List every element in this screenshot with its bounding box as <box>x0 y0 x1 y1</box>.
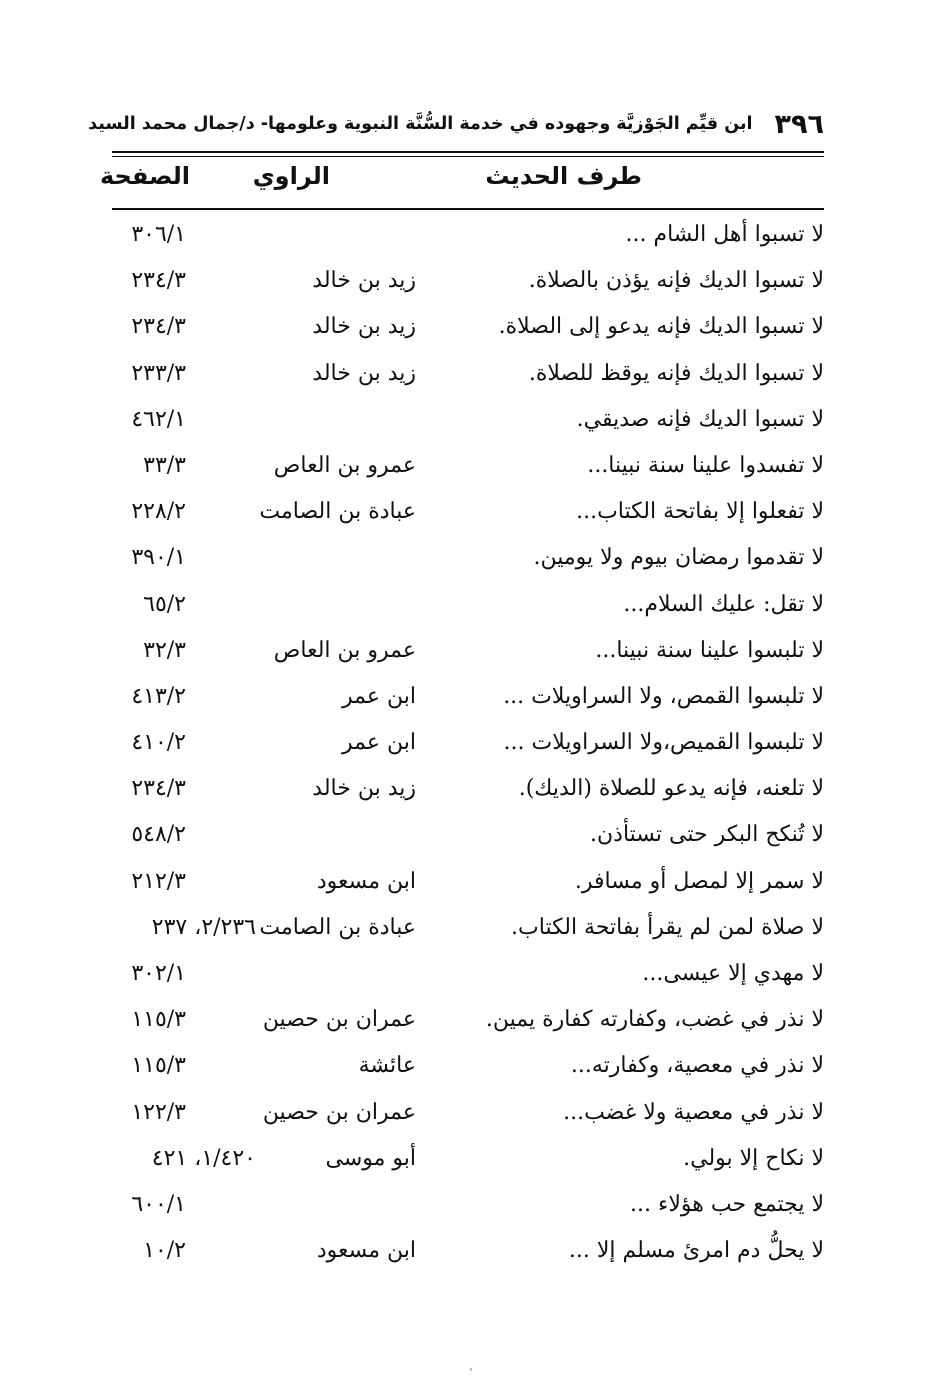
page-reference: ١٢٢/٣ <box>131 1099 186 1125</box>
page-reference: ٣٢/٣ <box>143 637 186 663</box>
narrator-name: ابن عمر <box>342 730 416 756</box>
column-header-hadith: طرف الحديث <box>485 162 642 190</box>
table-row <box>112 905 824 951</box>
column-header-page: الصفحة <box>99 162 190 190</box>
table-row <box>112 1228 824 1274</box>
page-reference: ٣٠٦/١ <box>131 222 186 247</box>
table-row <box>112 951 824 997</box>
hadith-text: لا تسبوا الديك فإنه يؤذن بالصلاة. <box>528 268 824 294</box>
narrator-name: ابن مسعود <box>316 868 416 894</box>
hadith-text: لا تلبسوا القمص، ولا السراويلات ... <box>503 683 824 709</box>
table-row <box>112 351 824 397</box>
page-reference: ٢٣٣/٣ <box>131 360 186 386</box>
column-headers <box>99 158 824 204</box>
hadith-text: لا نكاح إلا بولي. <box>683 1145 824 1171</box>
table-row <box>112 582 824 628</box>
table-row <box>112 674 824 720</box>
header-rule <box>112 151 824 153</box>
page-reference: ٣٠٢/١ <box>131 961 186 986</box>
hadith-text: لا نذر في معصية، وكفارته... <box>570 1053 824 1079</box>
hadith-text: لا تفعلوا إلا بفاتحة الكتاب... <box>576 499 824 525</box>
table-row <box>112 859 824 905</box>
page-reference: ٦٠٠/١ <box>131 1191 186 1217</box>
narrator-name: عمران بن حصين <box>262 1099 416 1125</box>
table-row <box>112 258 824 304</box>
running-header <box>88 103 824 145</box>
hadith-text: لا نذر في معصية ولا غضب... <box>563 1099 824 1125</box>
hadith-text: لا تقدموا رمضان بيوم ولا يومين. <box>533 545 824 571</box>
narrator-name: ابن عمر <box>342 683 416 709</box>
hadith-index-table <box>112 212 824 1274</box>
page-reference: ١/٤٢٠، ٤٢١ <box>151 1145 256 1171</box>
narrator-name: عائشة <box>358 1053 416 1079</box>
narrator-name: عبادة بن الصامت <box>259 914 416 940</box>
table-row <box>112 628 824 674</box>
page-reference: ١١٥/٣ <box>131 1053 186 1079</box>
page-reference: ٢٣٤/٣ <box>131 314 186 340</box>
hadith-text: لا تسبوا أهل الشام ... <box>625 222 824 247</box>
page-reference: ٤١٠/٢ <box>131 730 186 756</box>
table-header-rule <box>112 208 824 210</box>
page-reference: ٥٤٨/٢ <box>131 822 186 848</box>
hadith-text: لا صلاة لمن لم يقرأ بفاتحة الكتاب. <box>511 914 824 940</box>
narrator-name: ابن مسعود <box>316 1238 416 1264</box>
hadith-text: لا تلعنه، فإنه يدعو للصلاة (الديك). <box>518 776 824 802</box>
hadith-text: لا تلبسوا علينا سنة نبينا... <box>595 637 824 663</box>
hadith-text: لا سمر إلا لمصل أو مسافر. <box>574 868 824 894</box>
page-reference: ٢٢٨/٢ <box>131 499 186 525</box>
scan-fleck <box>470 1368 472 1371</box>
table-row <box>112 997 824 1043</box>
page-reference: ٢/٢٣٦، ٢٣٧ <box>151 914 256 940</box>
narrator-name: أبو موسى <box>325 1145 416 1171</box>
table-row <box>112 1182 824 1228</box>
header-rule-thin <box>112 156 824 157</box>
hadith-text: لا تقل: عليك السلام... <box>623 591 824 617</box>
table-row <box>112 304 824 350</box>
hadith-text: لا يحلُّ دم امرئ مسلم إلا ... <box>568 1238 824 1264</box>
hadith-text: لا تُنكح البكر حتى تستأذن. <box>590 822 824 848</box>
table-row <box>112 720 824 766</box>
page-reference: ٢٣٤/٣ <box>131 268 186 294</box>
table-row <box>112 1136 824 1182</box>
hadith-text: لا نذر في غضب، وكفارته كفارة يمين. <box>485 1007 824 1033</box>
table-row <box>112 535 824 581</box>
table-row <box>112 443 824 489</box>
narrator-name: زيد بن خالد <box>312 268 416 294</box>
narrator-name: زيد بن خالد <box>312 360 416 386</box>
page-reference: ١٠/٢ <box>143 1238 186 1264</box>
narrator-name: عمرو بن العاص <box>273 637 416 663</box>
narrator-name: عمرو بن العاص <box>273 452 416 478</box>
table-row <box>112 397 824 443</box>
page-reference: ٢١٢/٣ <box>131 868 186 894</box>
page-reference: ٢٣٤/٣ <box>131 776 186 802</box>
hadith-text: لا تفسدوا علينا سنة نبينا... <box>587 452 824 478</box>
narrator-name: زيد بن خالد <box>312 776 416 802</box>
table-row <box>112 1090 824 1136</box>
table-row <box>112 812 824 858</box>
hadith-text: لا تسبوا الديك فإنه يدعو إلى الصلاة. <box>498 314 824 340</box>
hadith-text: لا مهدي إلا عيسى... <box>642 961 824 986</box>
hadith-text: لا تسبوا الديك فإنه يوقظ للصلاة. <box>528 360 824 386</box>
hadith-text: لا تسبوا الديك فإنه صديقي. <box>576 406 824 432</box>
page-reference: ٣٣/٣ <box>143 452 186 478</box>
page-reference: ٤٦٢/١ <box>131 406 186 432</box>
page-number: ٣٩٦ <box>774 108 824 140</box>
running-title: ابن قيِّم الجَوْزيَّة وجهوده في خدمة السُّنَّة النبوية وعلومها- د/جمال محمد السيد <box>88 114 753 134</box>
narrator-name: عمران بن حصين <box>262 1007 416 1033</box>
page-reference: ١١٥/٣ <box>131 1007 186 1033</box>
column-header-narrator: الراوي <box>252 162 330 190</box>
table-row <box>112 1043 824 1089</box>
table-row <box>112 489 824 535</box>
narrator-name: عبادة بن الصامت <box>259 499 416 525</box>
narrator-name: زيد بن خالد <box>312 314 416 340</box>
page-reference: ٣٩٠/١ <box>131 545 186 571</box>
page-reference: ٤١٣/٢ <box>131 683 186 709</box>
table-row <box>112 766 824 812</box>
table-row <box>112 212 824 258</box>
hadith-text: لا يجتمع حب هؤلاء ... <box>630 1191 824 1217</box>
page-reference: ٦٥/٢ <box>143 591 186 617</box>
hadith-text: لا تلبسوا القميص،ولا السراويلات ... <box>503 730 824 756</box>
